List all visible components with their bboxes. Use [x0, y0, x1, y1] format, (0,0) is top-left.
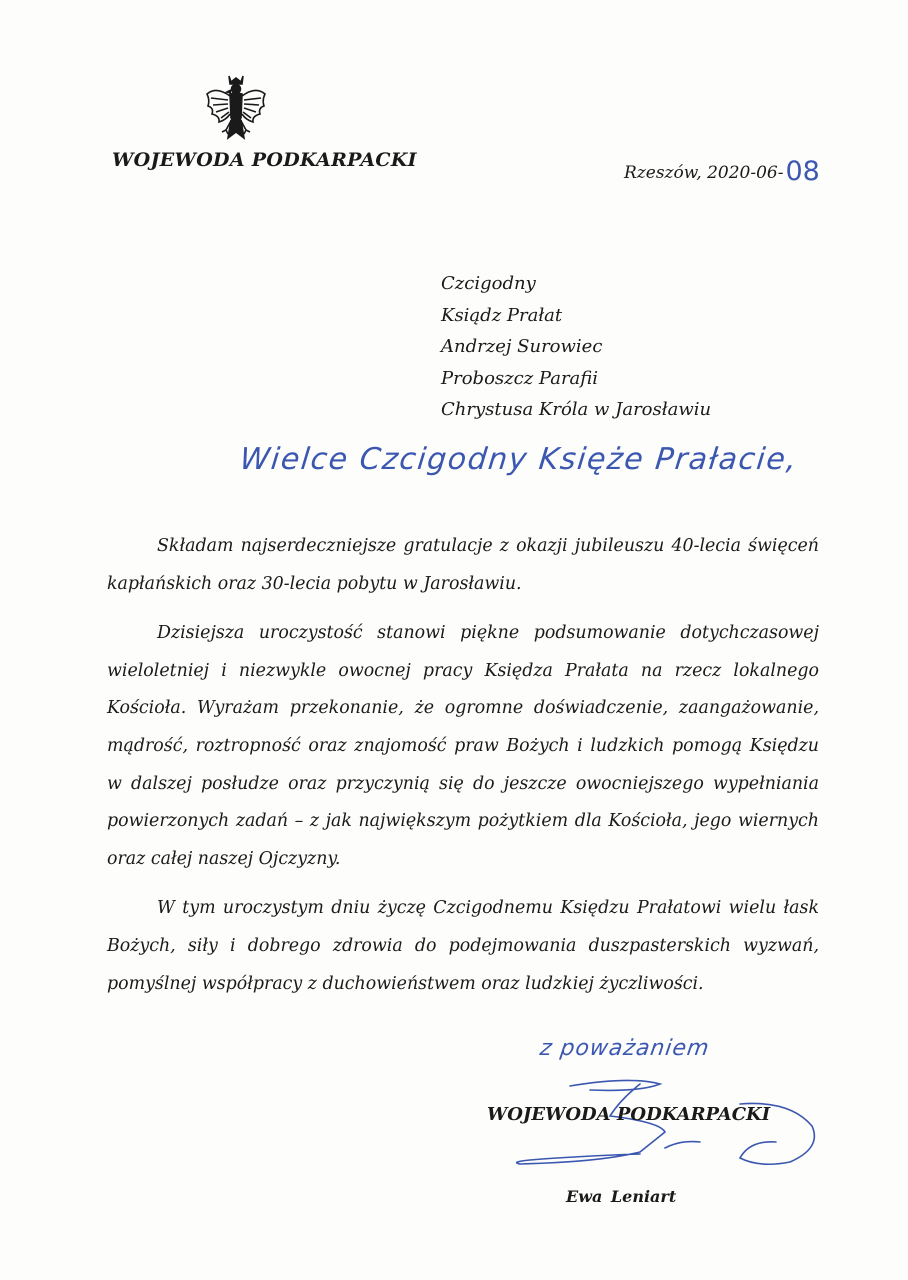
addressee-line: Proboszcz Parafii [441, 367, 599, 389]
body-paragraph: W tym uroczystym dniu życzę Czcigodnemu Księdzu Prałatowi wielu łask Bożych, siły i dobrego zdrowia do podejmowania duszpasterskich wyzwań, pomyślnej współpracy z duchowieństwem oraz ludzkiej życzliwości. [107, 898, 819, 994]
place-date [624, 154, 820, 185]
body-paragraph: Składam najserdeczniejsze gratulacje z okazji jubileuszu 40-lecia święceń kapłańskich oraz 30-lecia pobytu w Jarosławiu. [107, 536, 819, 594]
addressee-block [441, 268, 711, 426]
letter-body [107, 528, 819, 1015]
addressee-line: Chrystusa Króla w Jarosławiu [441, 399, 712, 420]
signatory-name: Ewa Leniart [566, 1187, 677, 1206]
addressee-line: Andrzej Surowiec [441, 336, 603, 357]
polish-eagle-emblem-icon [204, 72, 268, 144]
addressee-line: Ksiądz Prałat [441, 304, 563, 326]
handwritten-salutation: Wielce Czcigodny Księże Prałacie, [238, 442, 800, 477]
handwritten-signature-icon [490, 1070, 830, 1200]
handwritten-date-day: 08 [785, 156, 820, 187]
body-paragraph: Dzisiejsza uroczystość stanowi piękne podsumowanie dotychczasowej wieloletniej i niezwykle owocnej pracy Księdza Prałata na rzecz lokalnego Kościoła. Wyrażam przekonanie, że ogromne doświadczenie, zaangażowanie, mądrość, roztropność oraz znajomość praw Bożych i ludzkich pomogą Księdzu w dalszej posłudze oraz przyczynią się do jeszcze owocniejszego wypełniania powierzonych zadań – z jak największym pożytkiem dla Kościoła, jego wiernych oraz całej naszej Ojczyzny. [107, 623, 819, 869]
office-header: WOJEWODA PODKARPACKI [112, 149, 417, 171]
signatory-office: WOJEWODA PODKARPACKI [487, 1104, 771, 1125]
place-date-prefix: Rzeszów, 2020-06- [624, 163, 784, 183]
addressee-line: Czcigodny [441, 273, 536, 294]
handwritten-regards: z poważaniem [538, 1036, 712, 1061]
